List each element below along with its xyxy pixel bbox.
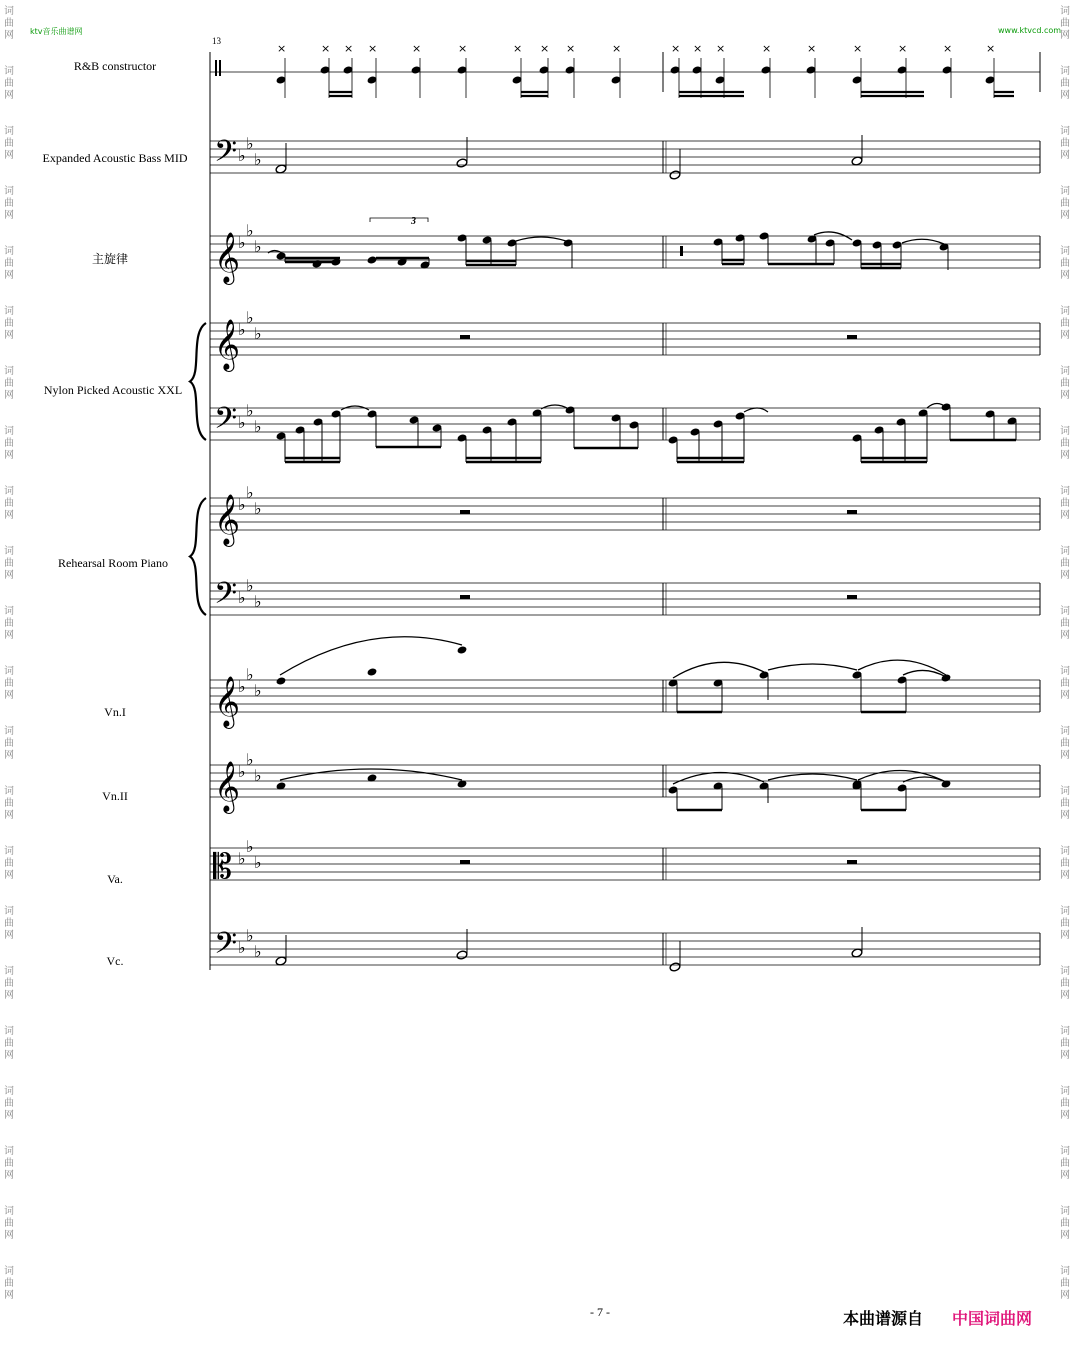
header-right-site[interactable]: www.ktvcd.com <box>998 26 1062 35</box>
flat-sign: ♭ <box>238 320 246 339</box>
watermark-column: 词 曲 网 <box>4 1206 14 1241</box>
watermark-column: 词 曲 网 <box>4 366 14 401</box>
cymbal-x-mark: × <box>458 42 468 55</box>
percussion-clef <box>215 60 217 76</box>
watermark-column: 词 曲 网 <box>1060 546 1070 581</box>
tie <box>744 408 768 412</box>
whole-rest <box>460 860 470 864</box>
whole-rest <box>460 335 470 339</box>
watermark-column: 词 曲 网 <box>4 1086 14 1121</box>
flat-sign: ♭ <box>238 495 246 514</box>
instrument-label-melody: 主旋律 <box>91 252 128 266</box>
watermark-column: 词 曲 网 <box>1060 1206 1070 1241</box>
note-head <box>457 645 468 654</box>
page-number: - 7 - <box>590 1305 610 1319</box>
staff-lines <box>190 52 1040 970</box>
flat-sign: ♭ <box>238 146 246 165</box>
half-note <box>851 948 863 958</box>
whole-rest <box>847 510 857 514</box>
instrument-label-vn1: Vn.I <box>104 705 126 719</box>
watermark-column: 词 曲 网 <box>4 1026 14 1061</box>
flat-sign: ♭ <box>246 483 254 502</box>
whole-rest <box>460 595 470 599</box>
percussion-clef <box>219 60 221 76</box>
whole-rest <box>847 860 857 864</box>
watermark-column: 词 曲 网 <box>1060 906 1070 941</box>
whole-rest <box>460 510 470 514</box>
bass-clef: 𝄢 <box>214 927 238 968</box>
cymbal-x-mark: × <box>412 42 422 55</box>
cymbal-x-mark: × <box>807 42 817 55</box>
bass-clef: 𝄢 <box>214 402 238 443</box>
instrument-label-vn2: Vn.II <box>102 789 128 803</box>
slur <box>768 664 857 670</box>
slur <box>673 772 764 784</box>
half-note <box>851 156 863 166</box>
watermark-column: 词 曲 网 <box>4 426 14 461</box>
watermark-column: 词 曲 网 <box>1060 186 1070 221</box>
watermark-column: 词 曲 网 <box>1060 666 1070 701</box>
watermark-column: 词 曲 网 <box>4 666 14 701</box>
cymbal-x-mark: × <box>853 42 863 55</box>
flat-sign: ♭ <box>254 324 262 343</box>
watermark-column: 词 曲 网 <box>4 246 14 281</box>
bass-clef: 𝄢 <box>214 135 238 176</box>
flat-sign: ♭ <box>254 942 262 961</box>
bass-clef: 𝄢 <box>214 577 238 618</box>
half-note <box>669 170 681 180</box>
cymbal-x-mark: × <box>566 42 576 55</box>
watermark-column: 词 曲 网 <box>4 546 14 581</box>
alto-clef: 𝄡 <box>213 847 232 887</box>
cymbal-x-mark: × <box>540 42 550 55</box>
treble-clef: 𝄞 <box>214 676 241 727</box>
flat-sign: ♭ <box>238 677 246 696</box>
cymbal-x-mark: × <box>986 42 996 55</box>
note-head <box>367 667 378 676</box>
cymbal-x-mark: × <box>716 42 726 55</box>
flat-sign: ♭ <box>246 926 254 945</box>
flat-sign: ♭ <box>238 413 246 432</box>
flat-sign: ♭ <box>254 237 262 256</box>
brace <box>190 323 206 440</box>
flat-sign: ♭ <box>246 308 254 327</box>
watermark-column: 词 曲 网 <box>4 186 14 221</box>
note-head <box>276 676 287 685</box>
half-note <box>669 962 681 972</box>
flat-sign: ♭ <box>238 849 246 868</box>
watermark-column: 词 曲 网 <box>4 726 14 761</box>
watermark-column: 词 曲 网 <box>1060 726 1070 761</box>
flat-sign: ♭ <box>254 853 262 872</box>
flat-sign: ♭ <box>246 576 254 595</box>
source-site-logo[interactable]: 中国词曲网 <box>952 1309 1033 1328</box>
watermark-column: 词 曲 网 <box>1060 1266 1070 1301</box>
slur <box>673 662 764 678</box>
tuplet-bracket <box>370 218 428 222</box>
watermark-column: 词 曲 网 <box>4 906 14 941</box>
brace <box>190 498 206 615</box>
cymbal-x-mark: × <box>277 42 287 55</box>
treble-clef: 𝄞 <box>214 319 241 370</box>
flat-sign: ♭ <box>254 499 262 518</box>
source-label: 本曲谱源自 <box>843 1309 924 1328</box>
watermark-column: 词 曲 网 <box>1060 606 1070 641</box>
flat-sign: ♭ <box>238 762 246 781</box>
cymbal-x-mark: × <box>693 42 703 55</box>
flat-sign: ♭ <box>254 592 262 611</box>
flat-sign: ♭ <box>246 401 254 420</box>
flat-sign: ♭ <box>254 681 262 700</box>
instrument-label-piano: Rehearsal Room Piano <box>58 556 168 570</box>
flat-sign: ♭ <box>246 221 254 240</box>
watermark-column: 词 曲 网 <box>4 966 14 1001</box>
triplet-mark: 3 <box>411 216 416 227</box>
watermark-column: 词 曲 网 <box>1060 366 1070 401</box>
watermark-column: 词 曲 网 <box>4 606 14 641</box>
treble-clef: 𝄞 <box>214 494 241 545</box>
instrument-label-rb: R&B constructor <box>73 59 157 73</box>
measure-number: 13 <box>212 36 221 46</box>
watermark-column: 词 曲 网 <box>4 6 14 41</box>
watermark-column: 词 曲 网 <box>1060 66 1070 101</box>
watermark-column: 词 曲 网 <box>1060 426 1070 461</box>
watermark-column: 词 曲 网 <box>4 486 14 521</box>
watermark-column: 词 曲 网 <box>1060 486 1070 521</box>
header-left-site[interactable]: ktv音乐曲谱网 <box>30 27 83 36</box>
watermark-column: 词 曲 网 <box>1060 1026 1070 1061</box>
watermark-column: 词 曲 网 <box>4 1266 14 1301</box>
cymbal-x-mark: × <box>344 42 354 55</box>
flat-sign: ♭ <box>254 766 262 785</box>
half-note <box>456 950 468 960</box>
cymbal-x-mark: × <box>368 42 378 55</box>
flat-sign: ♭ <box>246 837 254 856</box>
watermark-column: 词 曲 网 <box>4 1146 14 1181</box>
instrument-label-nylon: Nylon Picked Acoustic XXL <box>43 383 183 397</box>
flat-sign: ♭ <box>246 134 254 153</box>
instrument-label-bass: Expanded Acoustic Bass MID <box>42 151 188 165</box>
flat-sign: ♭ <box>246 665 254 684</box>
flat-sign: ♭ <box>254 417 262 436</box>
flat-sign: ♭ <box>238 233 246 252</box>
cymbal-x-mark: × <box>513 42 523 55</box>
flat-sign: ♭ <box>238 588 246 607</box>
slur <box>858 660 946 675</box>
slur <box>516 237 566 241</box>
instrument-label-va: Va. <box>107 872 123 886</box>
whole-rest <box>847 595 857 599</box>
flat-sign: ♭ <box>246 750 254 769</box>
cymbal-x-mark: × <box>898 42 908 55</box>
slur <box>902 239 944 244</box>
cymbal-x-mark: × <box>762 42 772 55</box>
watermark-column: 词 曲 网 <box>1060 846 1070 881</box>
watermark-column: 词 曲 网 <box>1060 786 1070 821</box>
watermark-column: 词 曲 网 <box>4 846 14 881</box>
watermark-column: 词 曲 网 <box>1060 126 1070 161</box>
cymbal-x-mark: × <box>943 42 953 55</box>
watermark-column: 词 曲 网 <box>4 306 14 341</box>
watermark-column: 词 曲 网 <box>1060 246 1070 281</box>
half-note <box>456 158 468 168</box>
watermark-column: 词 曲 网 <box>4 786 14 821</box>
watermark-column: 词 曲 网 <box>1060 306 1070 341</box>
watermark-column: 词 曲 网 <box>1060 6 1070 41</box>
cymbal-x-mark: × <box>612 42 622 55</box>
eighth-rest <box>680 246 683 256</box>
watermark-column: 词 曲 网 <box>1060 1086 1070 1121</box>
cymbal-x-mark: × <box>321 42 331 55</box>
watermark-column: 词 曲 网 <box>1060 966 1070 1001</box>
treble-clef: 𝄞 <box>214 232 241 283</box>
flat-sign: ♭ <box>254 150 262 169</box>
half-note <box>275 164 287 174</box>
cymbal-x-mark: × <box>671 42 681 55</box>
half-note <box>275 956 287 966</box>
treble-clef: 𝄞 <box>214 761 241 812</box>
watermark-column: 词 曲 网 <box>1060 1146 1070 1181</box>
watermark-column: 词 曲 网 <box>4 126 14 161</box>
score-marks <box>268 42 1017 972</box>
slur <box>768 774 857 780</box>
whole-rest <box>847 335 857 339</box>
watermark-column: 词 曲 网 <box>4 66 14 101</box>
flat-sign: ♭ <box>238 938 246 957</box>
instrument-label-vc: Vc. <box>106 954 124 968</box>
slur <box>858 770 946 782</box>
